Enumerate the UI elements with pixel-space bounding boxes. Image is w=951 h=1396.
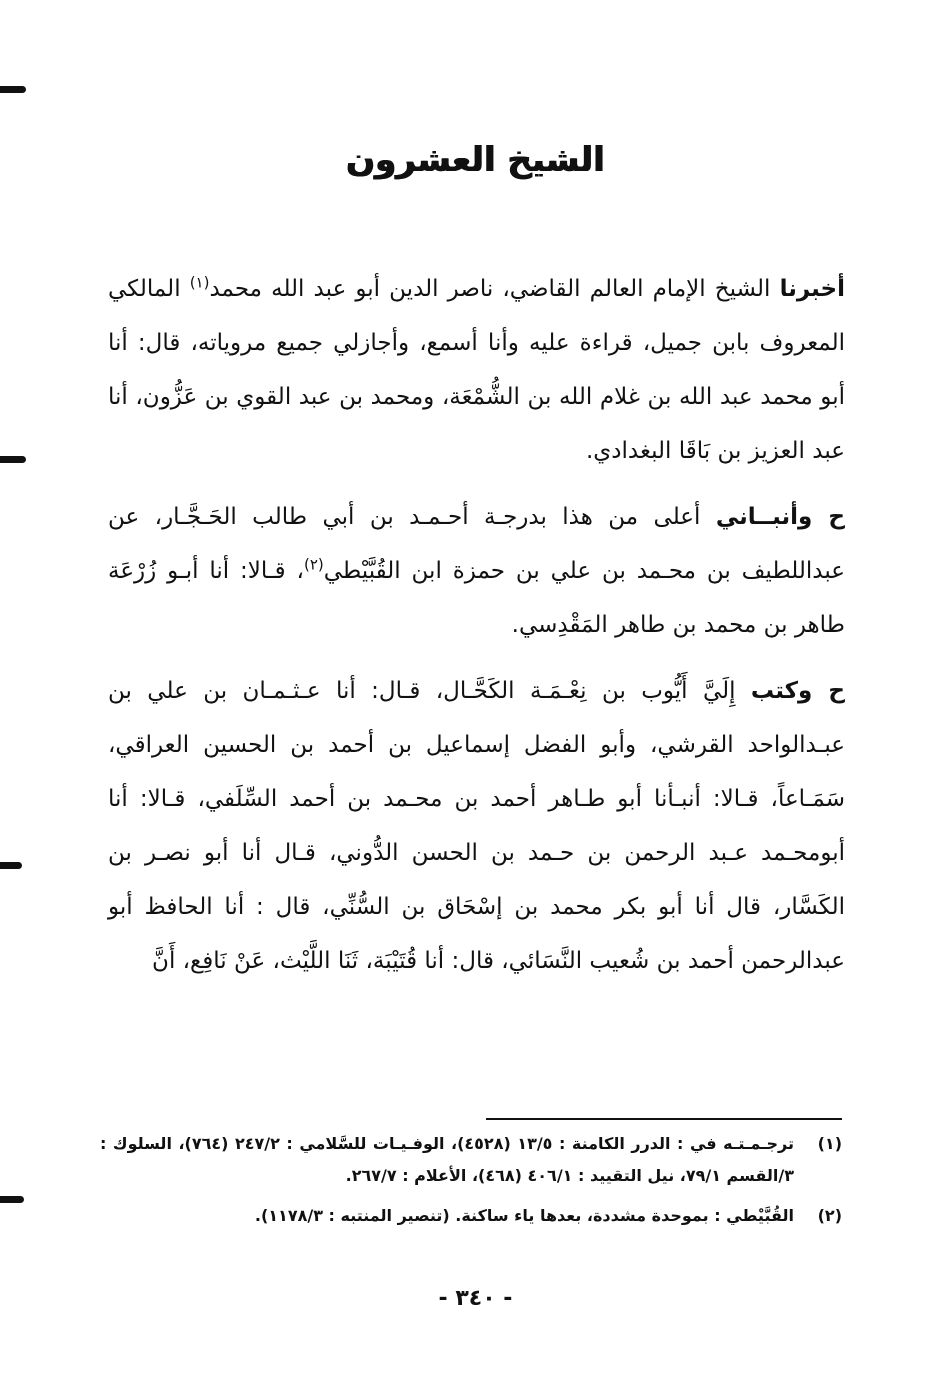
page-number: - ٣٤٠ - [438,1286,513,1311]
footnote-item [100,1200,842,1232]
paragraph-text: أعلى من هذا بدرجـة أحـمـد بن أبي طالب الحَـجَّـار، عن عبداللطيف بن محـمد بن علي بن حمزة ابن القُبَّيْطي [108,504,845,584]
paragraph-text: إِلَيَّ أَيُّوب بن نِعْـمَـة الكَحَّـال، قـال: أنا عـثـمـان بن علي بن عبـدالواحد القرشي، وأبو الفضل إسماعيل بن أحمد بن الحسين العراقي، سَمَـاعاً، قـالا: أنبـأنا أبو طـاهر أحمد بن محـمد بن أحمد السِّلَفي، قـالا: أنا أبومحـمد عـبد الرحمن بن حـمد بن الحسن الدُّوني، قـال أنا أبو نصـر بن الكَسَّار، قال أنا أبو بكر محمد بن إسْحَاق بن السُّنِّي، قال : أنا الحافظ أبو عبدالرحمن أحمد بن شُعيب النَّسَائي، قال: أنا قُتَيْبَة، ثَنَا اللَّيْث، عَنْ نَافِع، أَنَّ [108,678,845,974]
footnotes [100,1128,842,1240]
paragraph-text: الشيخ الإمام العالم القاضي، ناصر الدين أبو عبد الله محمد [209,276,780,302]
paragraph-lead: ح وأنبــاني [715,504,845,530]
paragraph [108,262,845,478]
section-title: الشيخ العشرون [346,140,605,180]
main-text [108,262,845,1000]
paragraph-tail: ، قـالا: أنا أبـو زُرْعَة طاهر بن محمد بن طاهر المَقْدِسي. [108,558,845,638]
footnote-text: القُبَّيْطي : بموحدة مشددة، بعدها ياء ساكنة. (تنصير المنتبه : ١١٧٨/٣). [254,1206,794,1225]
scan-edge-mark [0,862,22,869]
scan-edge-mark [0,1196,24,1203]
paragraph [108,664,845,988]
paragraph-lead: ح وكتب [750,678,845,704]
footnote-divider [486,1118,842,1120]
footnote-ref[interactable]: (١) [189,273,210,292]
footnote-ref[interactable]: (٢) [303,555,324,574]
paragraph-lead: أخبرنا [779,276,845,302]
footnote-text: ترجـمـتـه في : الدرر الكامنة : ١٣/٥ (٤٥٢٨)، الوفـيـات للسَّلامي : ٢٤٧/٢ (٧٦٤)، السلوك : ٣/القسم ٧٩/١، نيل التقييد : ٤٠٦/١ (٤٦٨)، الأعلام : ٢٦٧/٧. [100,1134,794,1185]
footnote-number: (١) [817,1134,842,1153]
scan-edge-mark [0,86,26,93]
paragraph [108,490,845,652]
footnote-number: (٢) [817,1206,842,1225]
footnote-item [100,1128,842,1192]
paragraph-tail: المالكي المعروف بابن جميل، قراءة عليه وأنا أسمع، وأجازلي جميع مروياته، قال: أنا أبو محمد عبد الله بن غلام الله بن الشُّمْعَة، ومحمد بن عبد القوي بن عَزُّون، أنا عبد العزيز بن بَاقَا البغدادي. [108,276,845,464]
scan-edge-mark [0,456,26,463]
